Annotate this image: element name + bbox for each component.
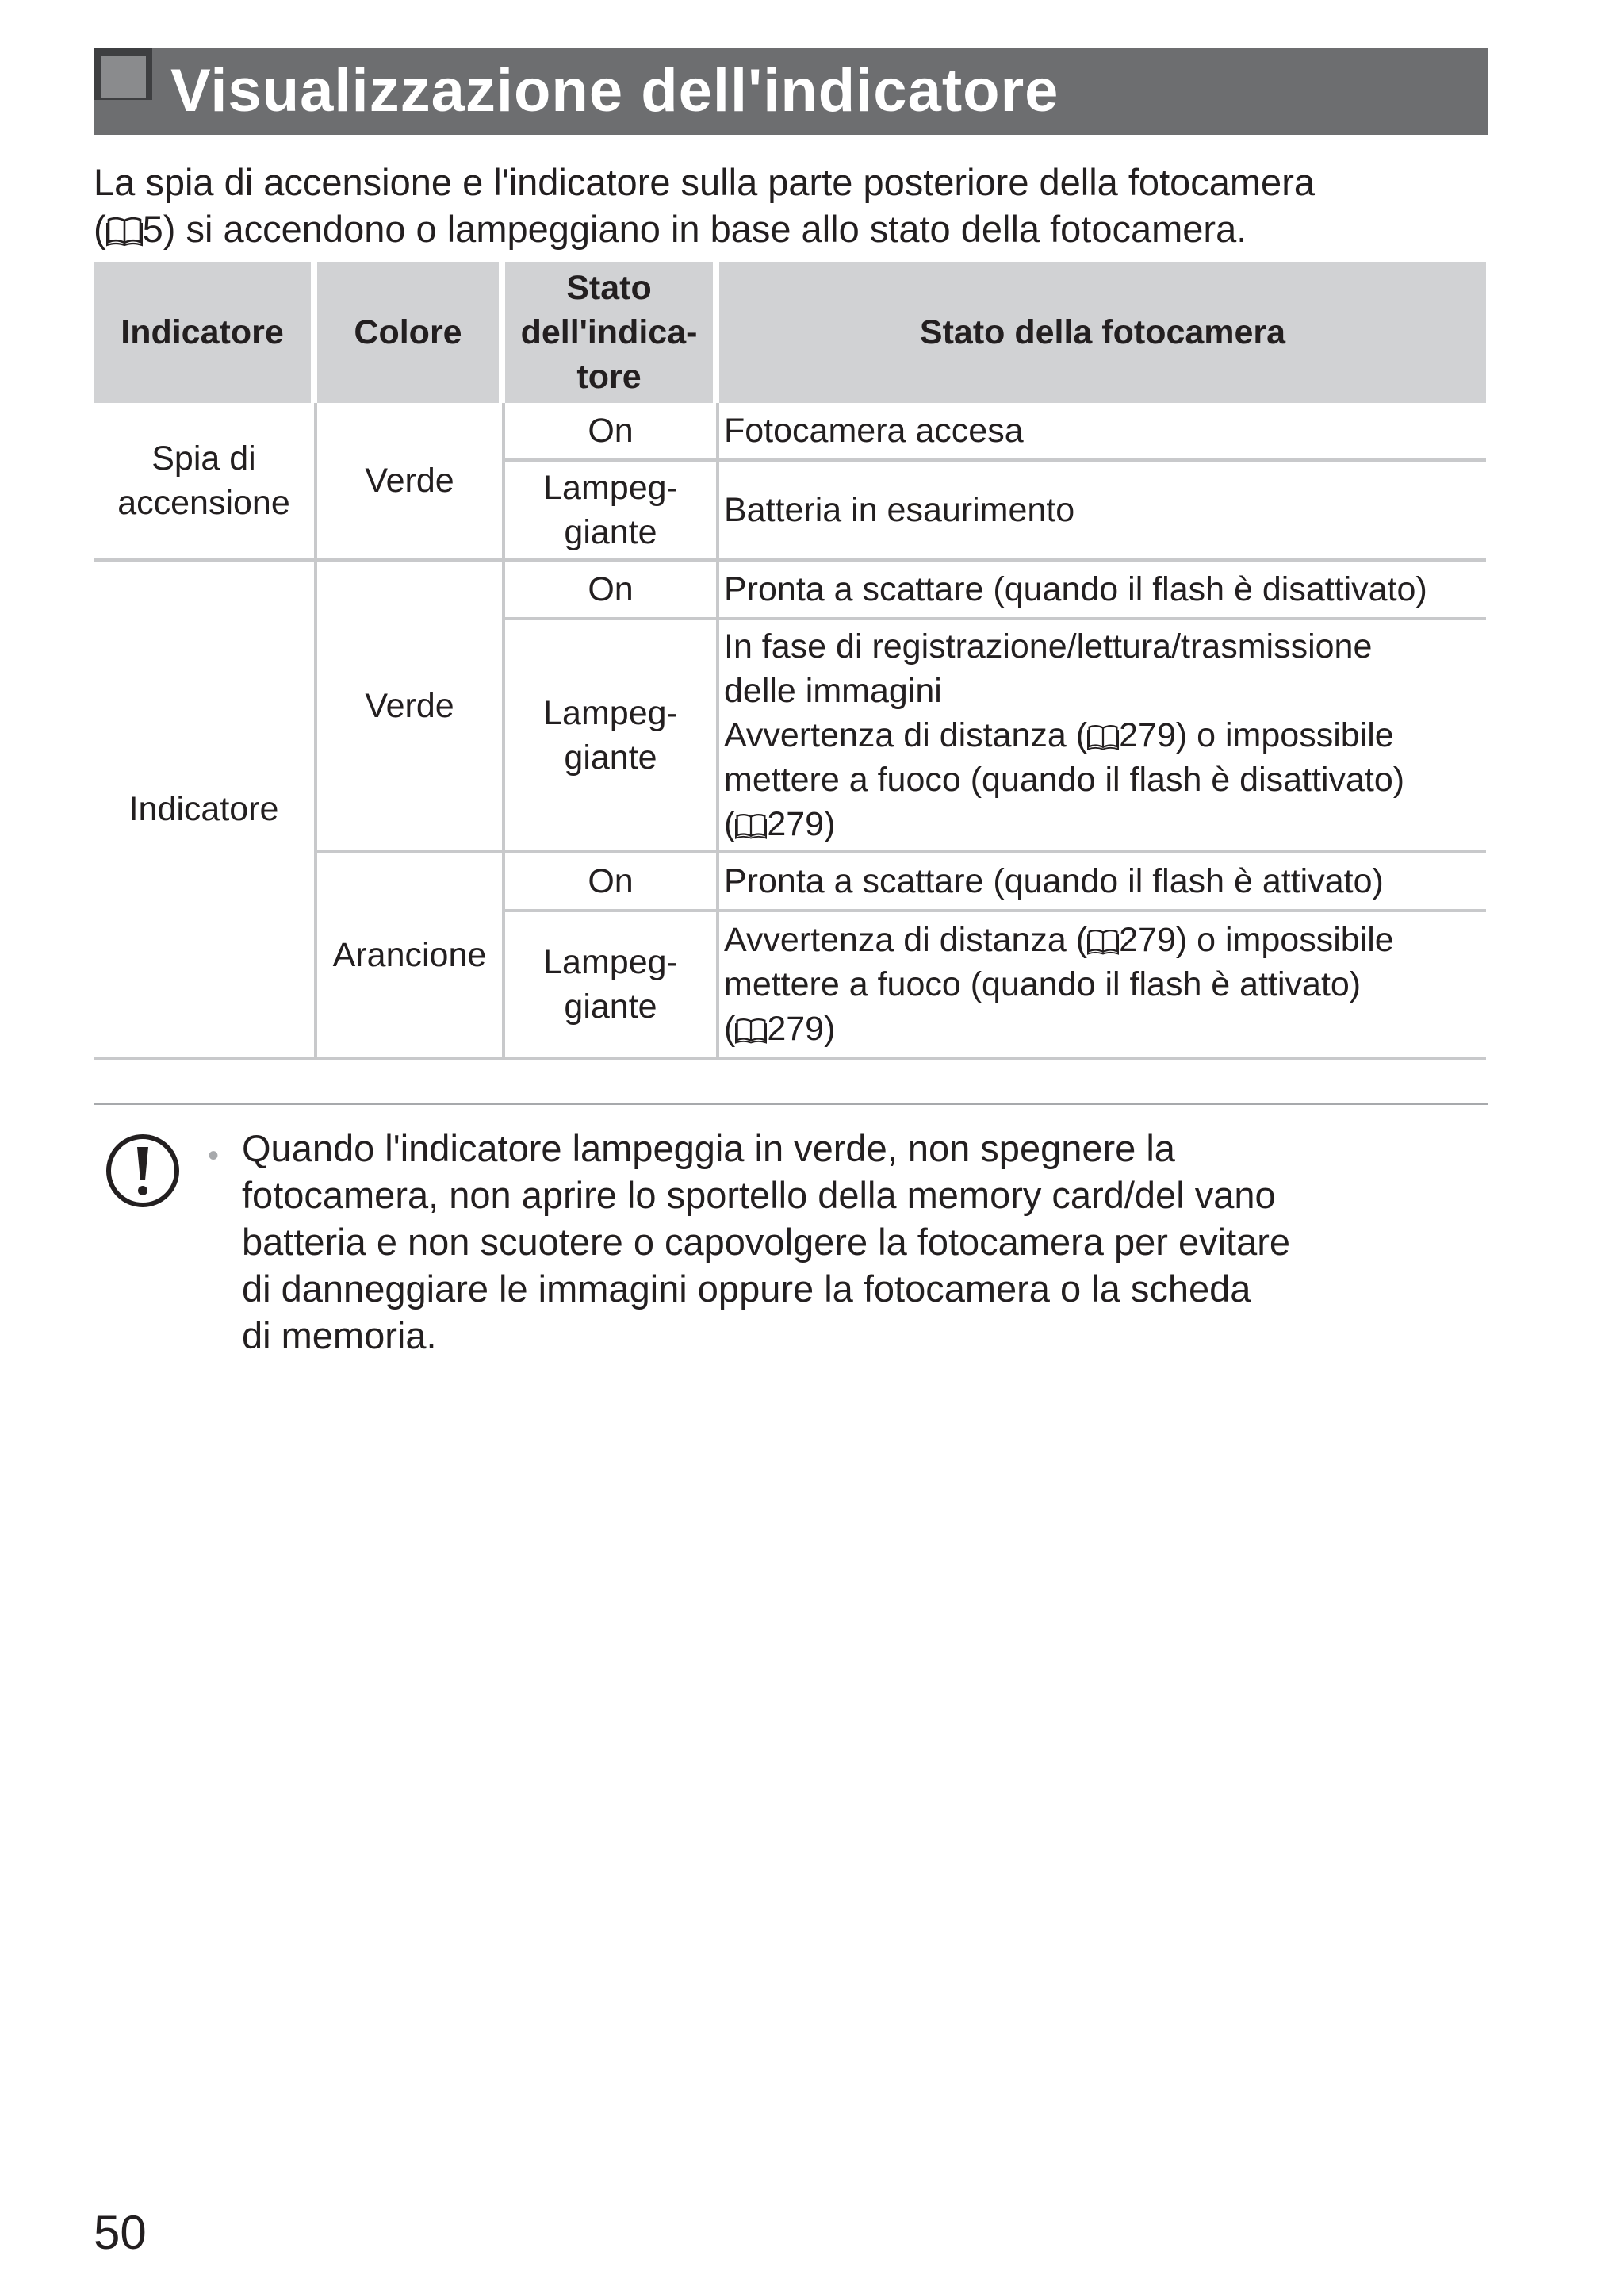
intro-page-ref[interactable]: 5 xyxy=(142,208,163,250)
cell-color-green: Verde xyxy=(317,562,505,853)
cell-state-on: On xyxy=(505,562,719,620)
cell-indicator: Indicatore xyxy=(94,562,317,1060)
book-reference-icon xyxy=(735,810,767,840)
table-row xyxy=(94,403,1486,462)
header-indicator-state: Stato dell'indica- tore xyxy=(505,262,719,403)
page-number: 50 xyxy=(94,2206,147,2259)
header-camera-state: Stato della fotocamera xyxy=(719,262,1486,403)
cell-description: Batteria in esaurimento xyxy=(719,462,1486,562)
cell-description: Avvertenza di distanza ( 279) o impossibile mettere a fuoco (quando il flash è attivato) ( 279) xyxy=(719,912,1486,1060)
cell-color-green: Verde xyxy=(317,403,505,562)
book-reference-icon xyxy=(1087,926,1119,956)
caution-icon xyxy=(105,1133,181,1209)
intro-line-1: La spia di accensione e l'indicatore sulla parte posteriore della fotocamera xyxy=(94,161,1315,203)
cell-description: Fotocamera accesa xyxy=(719,403,1486,462)
table-header-row xyxy=(94,262,1486,403)
cell-description: Pronta a scattare (quando il flash è disattivato) xyxy=(719,562,1486,620)
page-title: Visualizzazione dell'indicatore xyxy=(170,57,1059,125)
page-ref-link[interactable]: 279 xyxy=(1119,716,1176,754)
header-color: Colore xyxy=(317,262,505,403)
cell-power-lamp: Spia di accensione xyxy=(94,403,317,562)
cell-description: Pronta a scattare (quando il flash è attivato) xyxy=(719,853,1486,912)
book-reference-icon xyxy=(735,1015,767,1045)
table-row xyxy=(94,562,1486,620)
cell-state-blinking: Lampeg- giante xyxy=(505,462,719,562)
cell-color-orange: Arancione xyxy=(317,853,505,1060)
title-square xyxy=(102,56,146,98)
cell-description: In fase di registrazione/lettura/trasmissione delle immagini Avvertenza di distanza ( 279) o impossibile mettere a fuoco (quando il flash è disattivato) ( 279) xyxy=(719,620,1486,853)
page-ref-link[interactable]: 279 xyxy=(1119,921,1176,959)
cell-state-on: On xyxy=(505,853,719,912)
page-ref-link[interactable]: 279 xyxy=(767,805,825,843)
page-ref-link[interactable]: 279 xyxy=(767,1010,825,1048)
indicator-table xyxy=(94,262,1486,1060)
cell-state-blinking: Lampeg- giante xyxy=(505,912,719,1060)
book-reference-icon xyxy=(1087,721,1119,751)
book-reference-icon xyxy=(106,213,143,247)
cell-state-blinking: Lampeg- giante xyxy=(505,620,719,853)
intro-paragraph: La spia di accensione e l'indicatore sulla parte posteriore della fotocamera ( 5) si accendono o lampeggiano in base allo stato della fotocamera. xyxy=(94,161,1315,250)
separator-line xyxy=(94,1103,1488,1105)
header-indicator: Indicatore xyxy=(94,262,317,403)
bullet: • xyxy=(208,1138,220,1173)
cell-state-on: On xyxy=(505,403,719,462)
caution-text: Quando l'indicatore lampeggia in verde, non spegnere la fotocamera, non aprire lo sportello della memory card/del vano batteria e non scuotere o capovolgere la fotocamera per evitare di danneggiare le immagini oppure la fotocamera o la scheda di memoria. xyxy=(242,1127,1291,1356)
